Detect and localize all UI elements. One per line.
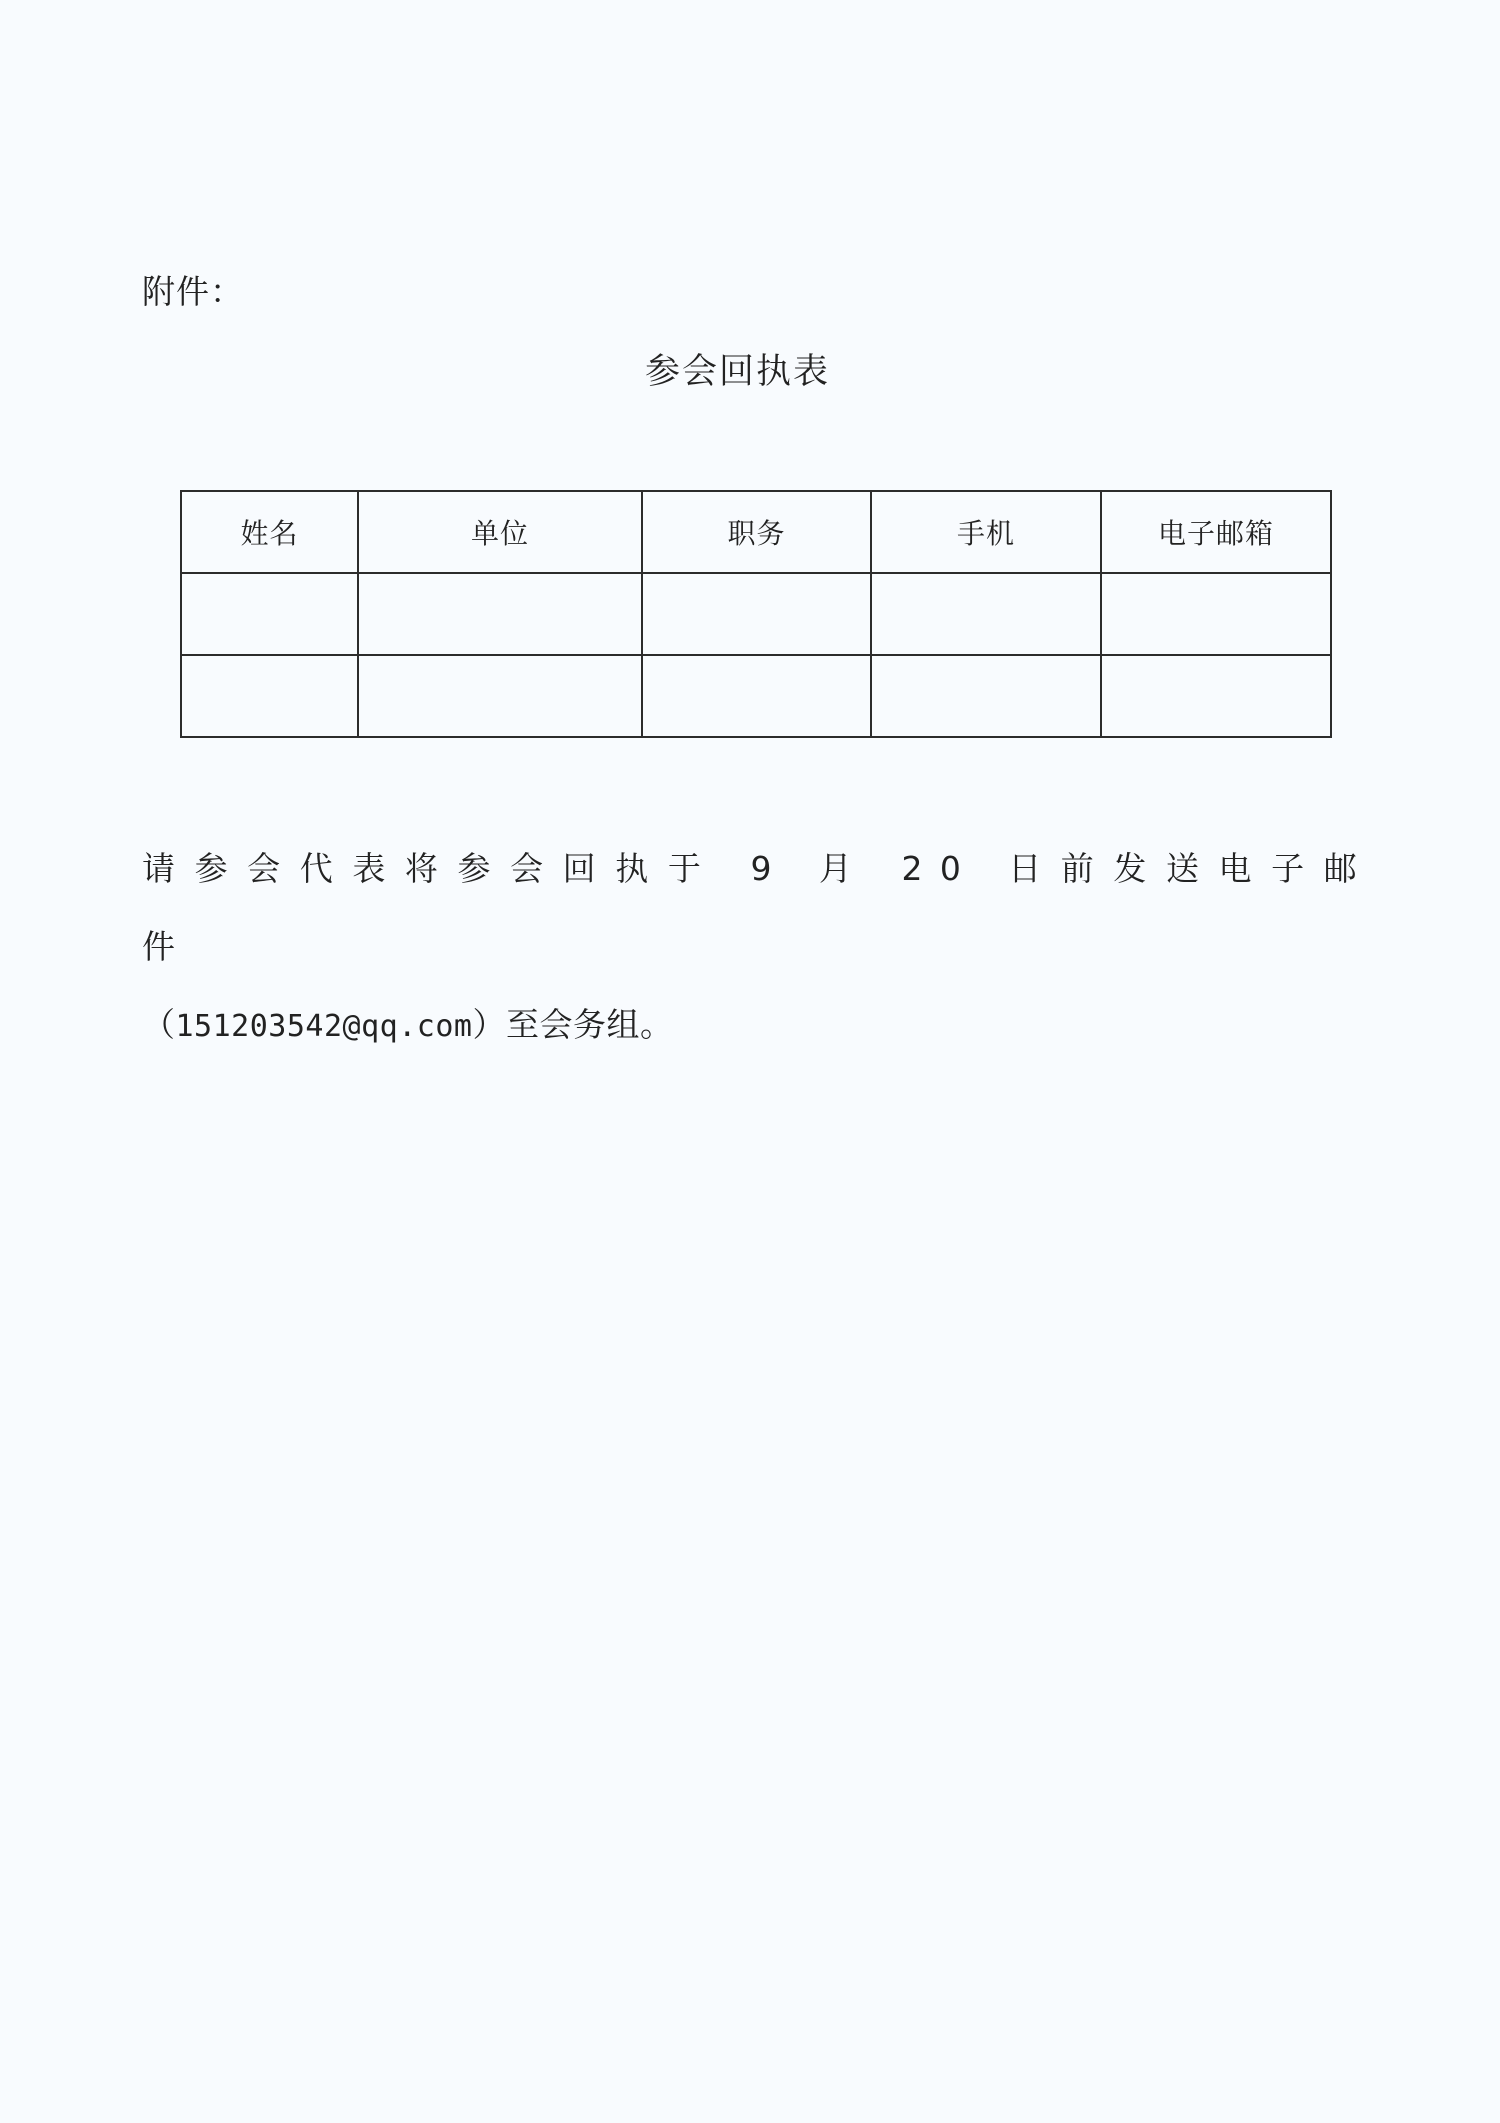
table-cell xyxy=(871,573,1101,655)
contact-email: 151203542@qq.com xyxy=(175,1009,473,1044)
header-name: 姓名 xyxy=(181,491,358,573)
header-email: 电子邮箱 xyxy=(1101,491,1331,573)
header-position: 职务 xyxy=(642,491,871,573)
table-cell xyxy=(358,655,642,737)
table-cell xyxy=(181,573,358,655)
instruction-line2 xyxy=(142,986,1374,1066)
attachment-label: 附件： xyxy=(142,272,244,311)
table-header-row xyxy=(181,491,1331,573)
instruction-paren-open: （ xyxy=(142,1005,176,1044)
table-cell xyxy=(642,573,871,655)
table-row xyxy=(181,573,1331,655)
table-cell xyxy=(358,573,642,655)
table-row xyxy=(181,655,1331,737)
form-title: 参会回执表 xyxy=(644,352,830,392)
table-cell xyxy=(642,655,871,737)
instruction-paragraph xyxy=(142,830,1374,1066)
table-cell xyxy=(1101,573,1331,655)
table-cell xyxy=(1101,655,1331,737)
table-cell xyxy=(181,655,358,737)
header-organization: 单位 xyxy=(358,491,642,573)
instruction-line1: 请参会代表将参会回执于 9 月 20 日前发送电子邮件 xyxy=(142,849,1374,966)
receipt-table xyxy=(180,490,1332,738)
header-mobile: 手机 xyxy=(871,491,1101,573)
instruction-line2-end: ）至会务组。 xyxy=(472,1005,674,1044)
table-cell xyxy=(871,655,1101,737)
